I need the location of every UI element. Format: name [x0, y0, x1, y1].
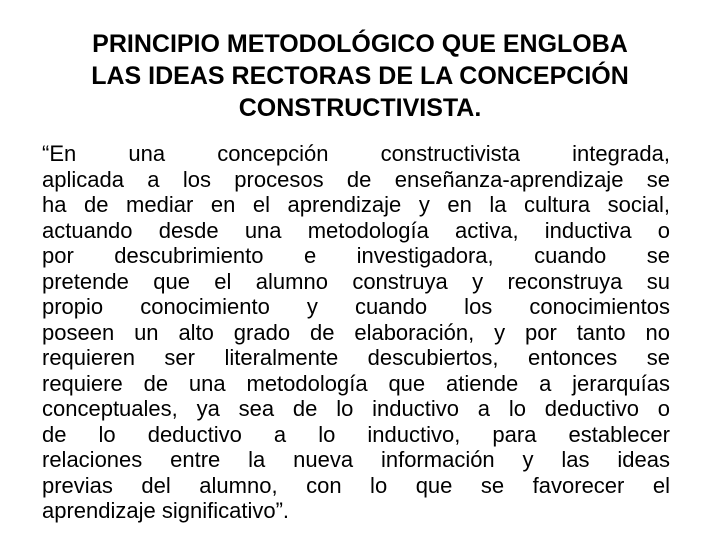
paragraph-line: pretende que el alumno construya y reconstruya su — [42, 268, 670, 294]
title-line-3: CONSTRUCTIVISTA. — [238, 94, 482, 122]
paragraph-line: aplicada a los procesos de enseñanza-aprendizaje se — [42, 166, 670, 192]
title-line-2: LAS IDEAS RECTORAS DE LA CONCEPCIÓN — [91, 62, 629, 90]
paragraph-line: requiere de una metodología que atiende a jerarquías — [42, 370, 670, 396]
paragraph-line: relaciones entre la nueva información y las ideas — [42, 447, 670, 472]
paragraph-line: aprendizaje significativo”. — [42, 498, 290, 523]
paragraph-line: actuando desde una metodología activa, inductiva o — [42, 217, 670, 243]
title-line-1: PRINCIPIO METODOLÓGICO QUE ENGLOBA — [92, 30, 628, 58]
paragraph-line: requieren ser literalmente descubiertos, entonces se — [42, 345, 670, 370]
paragraph-line: por descubrimiento e investigadora, cuando se — [42, 243, 670, 268]
quote-paragraph — [42, 141, 670, 524]
paragraph-line: ha de mediar en el aprendizaje y en la cultura social, — [42, 192, 670, 217]
paragraph-line: “En una concepción constructivista integrada, — [42, 141, 670, 166]
paragraph-line: conceptuales, ya sea de lo inductivo a lo deductivo o — [42, 396, 670, 421]
slide-title — [40, 28, 680, 124]
paragraph-line: de lo deductivo a lo inductivo, para establecer — [42, 421, 670, 447]
paragraph-line: poseen un alto grado de elaboración, y por tanto no — [42, 319, 670, 345]
paragraph-line: previas del alumno, con lo que se favorecer el — [42, 472, 670, 498]
paragraph-line: propio conocimiento y cuando los conocimientos — [42, 294, 670, 319]
